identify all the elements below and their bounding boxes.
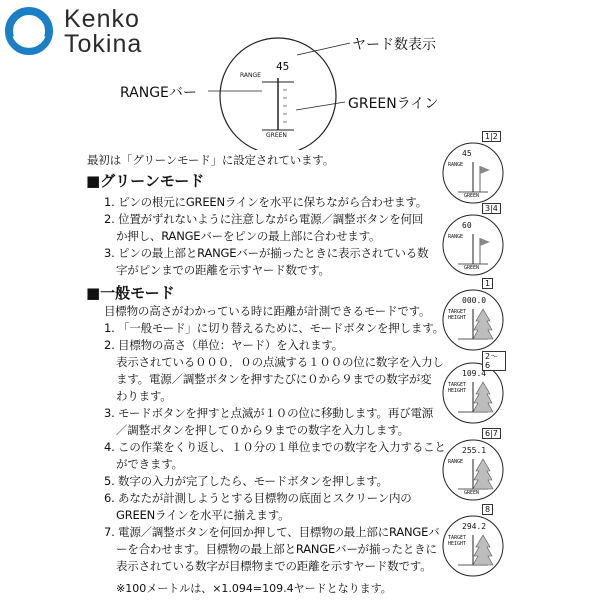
step-number-badge: 2〜6 xyxy=(482,351,506,371)
step-thumbnail xyxy=(440,429,506,507)
range-bar-label: RANGEバー xyxy=(120,85,197,101)
step-number-badge: 8 xyxy=(482,504,493,515)
general-mode-line: 1. 「一般モード」に切り替えるために、モードボタンを押します。 xyxy=(104,321,444,335)
thumbnail-reading: 294.2 xyxy=(462,522,487,531)
general-mode-line: 7. 電源／調整ボタンを何回か押して、目標物の最上部にRANGEバ xyxy=(104,525,440,539)
thumbnail-bottom-label: GREEN xyxy=(464,490,480,496)
diagram-reading: 45 xyxy=(276,60,290,73)
general-mode-line: 目標物の高さがわかっている時に距離が計測できるモードです。 xyxy=(104,304,431,318)
tree-target-icon xyxy=(473,459,493,489)
thumbnail-top-label: RANGE xyxy=(448,162,464,168)
yard-label: ヤード数表示 xyxy=(352,37,436,53)
brand-name-kenko: Kenko xyxy=(64,5,140,33)
thumbnail-reading: 109.4 xyxy=(462,369,487,378)
step-number-badge: 3|4 xyxy=(482,203,501,214)
step-number-badge: 1|2 xyxy=(482,131,501,142)
diagram-inner-green: GREEN xyxy=(266,132,287,139)
step-number-badge: 6|7 xyxy=(482,428,501,439)
thumbnail-sub-label: HEIGHT xyxy=(448,315,467,321)
general-mode-line: わります。 xyxy=(116,389,172,403)
intro-text: 最初は「グリーンモード」に設定されています。 xyxy=(87,153,334,167)
general-mode-line: 4. この作業をくり返し、１０分の１単位までの数字を入力すること xyxy=(104,440,446,454)
step-thumbnail xyxy=(440,204,506,282)
green-mode-step: 2. 位置がずれないように注意しながら電源／調整ボタンを何回 xyxy=(104,212,424,226)
general-mode-line: 表示されている０００．０の点滅する１００の位に数字を入力し xyxy=(116,355,444,369)
green-mode-step: 3. ピンの最上部とRANGEバーが揃ったときに表示されている数 xyxy=(104,246,429,260)
rangefinder-diagram xyxy=(0,0,600,150)
thumbnail-reading: 255.1 xyxy=(462,446,487,455)
general-mode-line: 6. あなたが計測しようとする目標物の底面とスクリーン内の xyxy=(104,491,412,505)
general-mode-line: ます。電源／調整ボタンを押すたびに０から９までの数字が変 xyxy=(116,372,432,386)
diagram-inner-range: RANGE xyxy=(240,72,261,79)
general-mode-heading: ■一般モード xyxy=(86,284,175,302)
general-mode-line: 表示されている数字が目標物までの距離を示すヤード数です。 xyxy=(116,559,432,573)
thumbnail-bottom-label: GREEN xyxy=(464,193,480,199)
step-thumbnail xyxy=(440,279,506,357)
thumbnail-reading: 45 xyxy=(462,149,472,158)
pin-flag-icon xyxy=(480,166,490,174)
general-mode-line: 5. 数字の入力が完了したら、モードボタンを押します。 xyxy=(104,474,388,488)
thumbnail-top-label: TARGET xyxy=(448,309,467,315)
general-mode-line: ーを合わせます。目標物の最上部とRANGEバーが揃ったときに xyxy=(116,542,437,556)
thumbnail-top-label: TARGET xyxy=(448,535,467,541)
pin-flag-icon xyxy=(480,238,490,246)
step-thumbnail xyxy=(440,352,506,430)
tree-target-icon xyxy=(473,309,493,339)
general-mode-line: ができます。 xyxy=(116,457,183,471)
thumbnail-bottom-label: GREEN xyxy=(464,265,480,271)
tree-target-icon xyxy=(473,382,493,412)
thumbnail-top-label: TARGET xyxy=(448,382,467,388)
brand-name-tokina: Tokina xyxy=(64,30,143,58)
green-mode-step: 1. ピンの根元にGREENラインを水平に保ちながら合わせます。 xyxy=(104,195,427,209)
general-mode-line: 2. 目標物の高さ（単位：ヤード）を入れます。 xyxy=(104,338,344,352)
thumbnail-reading: 000.0 xyxy=(462,296,487,305)
step-thumbnail xyxy=(440,505,506,583)
tree-target-icon xyxy=(473,535,493,565)
green-mode-step: か押し、RANGEバーをピンの最上部に合わせます。 xyxy=(116,229,381,243)
thumbnail-sub-label: HEIGHT xyxy=(448,388,467,394)
range-ticks xyxy=(283,90,287,122)
green-mode-step: 字がピンまでの距離を示すヤード数です。 xyxy=(116,263,330,277)
thumbnail-top-label: RANGE xyxy=(448,234,464,240)
general-mode-line: 3. モードボタンを押すと点滅が１０の位に移動します。再び電源 xyxy=(104,406,434,420)
general-mode-line: ／調整ボタンを押して０から９までの数字を入力します。 xyxy=(116,423,409,437)
general-mode-line: GREENラインを水平に揃えます。 xyxy=(116,508,290,522)
thumbnail-sub-label: HEIGHT xyxy=(448,541,467,547)
step-thumbnail xyxy=(440,132,506,210)
step-number-badge: 1 xyxy=(482,278,493,289)
thumbnail-top-label: RANGE xyxy=(448,459,464,465)
thumbnail-reading: 60 xyxy=(462,221,472,230)
green-mode-heading: ■グリーンモード xyxy=(86,172,205,190)
green-line-label: GREENライン xyxy=(348,96,439,112)
green-leader-line xyxy=(296,102,345,110)
footnote: ※100メートルは、×1.094=109.4ヤードとなります。 xyxy=(116,582,392,595)
